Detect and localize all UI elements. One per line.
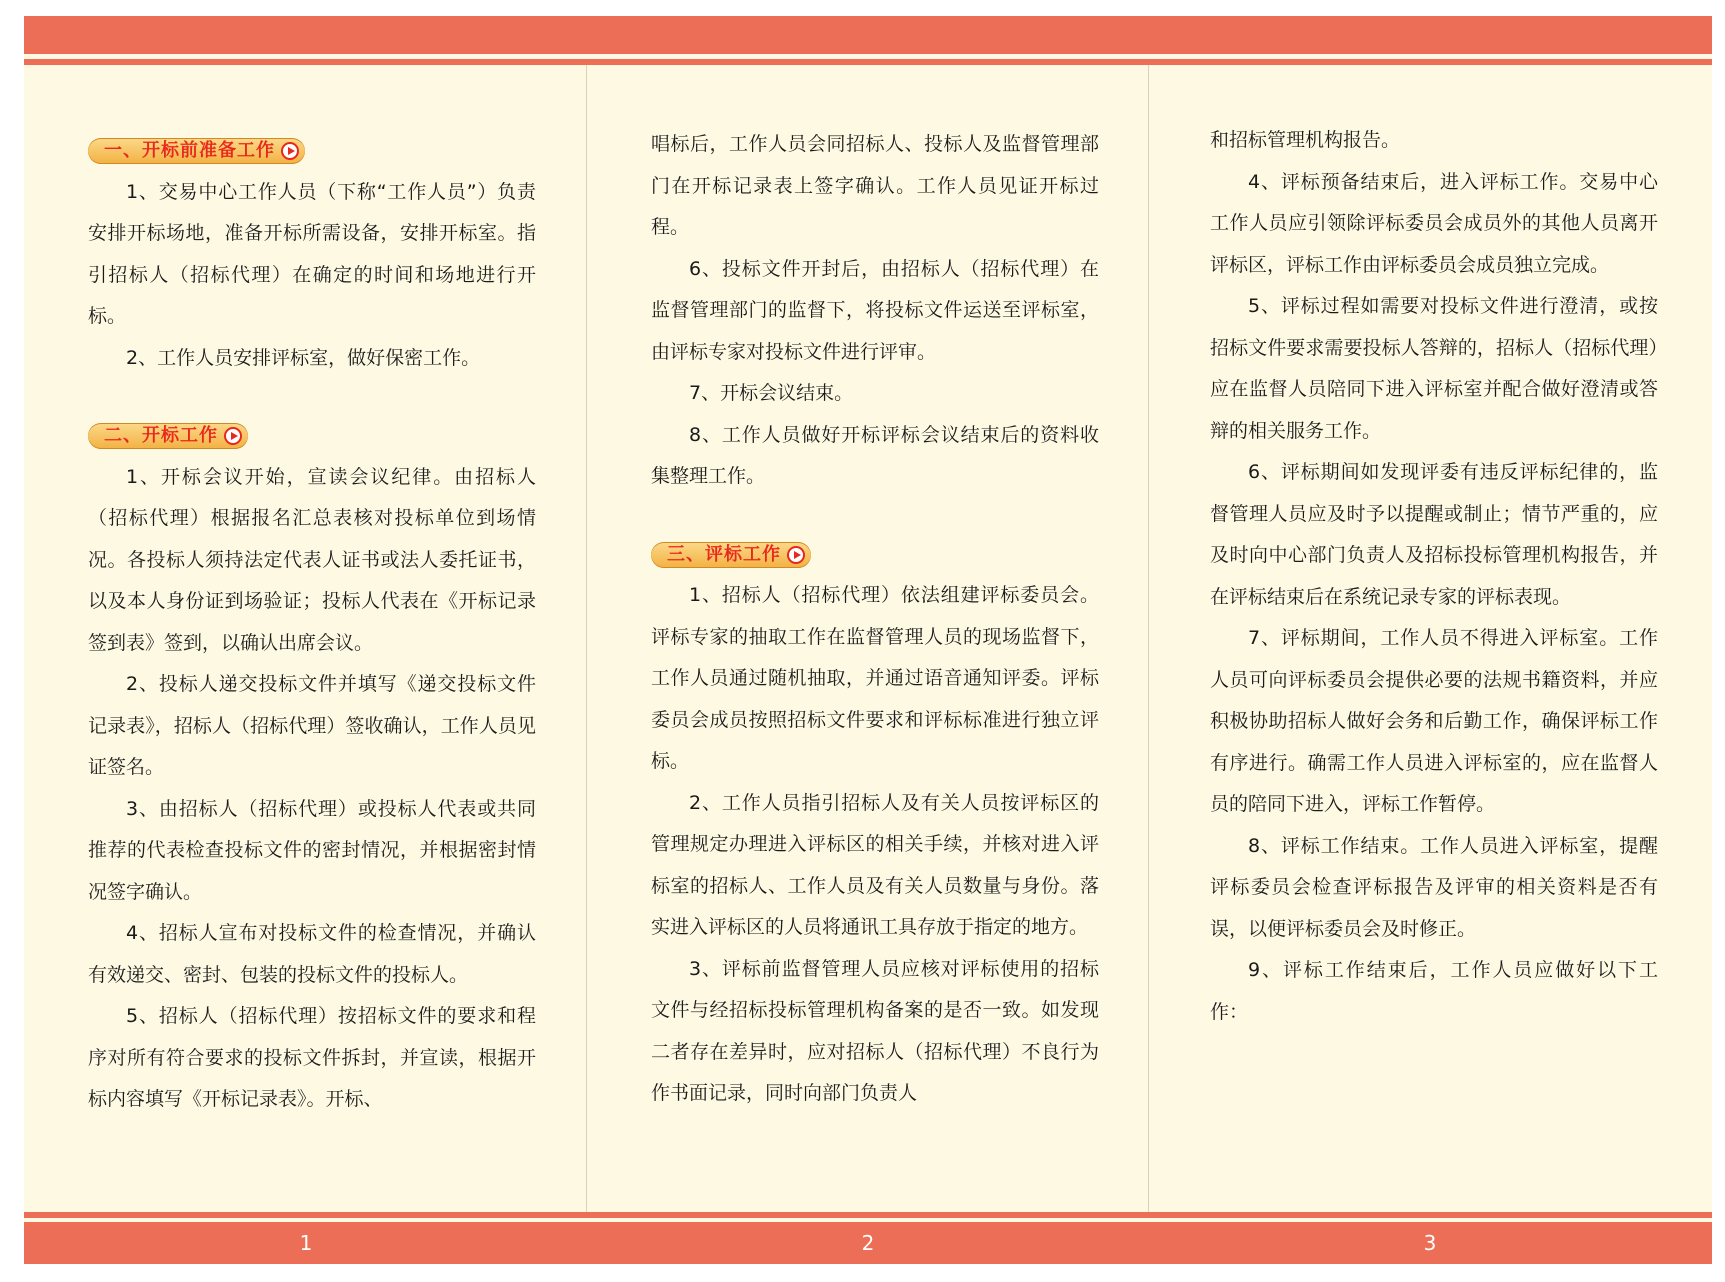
paragraph: 4、招标人宣布对投标文件的检查情况，并确认有效递交、密封、包装的投标文件的投标人。 xyxy=(88,922,536,986)
page-number-1: 1 xyxy=(299,1231,313,1255)
paragraph: 3、由招标人（招标代理）或投标人代表或共同推荐的代表检查投标文件的密封情况，并根据密封情况签字确认。 xyxy=(88,797,536,903)
section-heading-text: 三、评标工作 xyxy=(667,543,781,565)
paragraph: 8、评标工作结束。工作人员进入评标室，提醒评标委员会检查评标报告及评审的相关资料是否有误，以便评标委员会及时修正。 xyxy=(1210,834,1658,940)
paragraph: 3、评标前监督管理人员应核对评标使用的招标文件与经招标投标管理机构备案的是否一致。如发现二者存在差异时，应对招标人（招标代理）不良行为作书面记录，同时向部门负责人 xyxy=(651,957,1099,1104)
paragraph: 和招标管理机构报告。 xyxy=(1210,129,1401,151)
paragraph: 6、评标期间如发现评委有违反评标纪律的，监督管理人员应及时予以提醒或制止；情节严重的，应及时向中心部门负责人及招标投标管理机构报告，并在评标结束后在系统记录专家的评标表现。 xyxy=(1210,461,1658,608)
paragraph: 5、招标人（招标代理）按招标文件的要求和程序对所有符合要求的投标文件拆封，并宣读，根据开标内容填写《开标记录表》。开标、 xyxy=(88,1005,536,1110)
paragraph: 2、投标人递交投标文件并填写《递交投标文件记录表》，招标人（招标代理）签收确认，工作人员见证签名。 xyxy=(88,673,536,778)
page-number-3: 3 xyxy=(1423,1231,1437,1255)
brochure-sheet xyxy=(24,16,1712,1264)
paragraph: 4、评标预备结束后，进入评标工作。交易中心工作人员应引领除评标委员会成员外的其他人员离开评标区，评标工作由评标委员会成员独立完成。 xyxy=(1210,170,1658,276)
section-heading-text: 二、开标工作 xyxy=(104,425,218,446)
paragraph: 1、招标人（招标代理）依法组建评标委员会。评标专家的抽取工作在监督管理人员的现场监督下，工作人员通过随机抽取，并通过语音通知评委。评标委员会成员按照招标文件要求和评标标准进行独立评标。 xyxy=(651,584,1099,772)
page-number-2: 2 xyxy=(861,1231,875,1255)
paragraph: 唱标后，工作人员会同招标人、投标人及监督管理部门在开标记录表上签字确认。工作人员见证开标过程。 xyxy=(651,133,1099,238)
play-arrow-icon xyxy=(281,142,299,160)
paragraph: 7、开标会议结束。 xyxy=(689,382,854,404)
column-2 xyxy=(651,124,1099,1115)
bottom-band-line xyxy=(24,1212,1712,1218)
paragraph: 5、评标过程如需要对投标文件进行澄清，或按招标文件要求需要投标人答辩的，招标人（招标代理）应在监督人员陪同下进入评标室并配合做好澄清或答辩的相关服务工作。 xyxy=(1210,295,1658,442)
top-band xyxy=(24,16,1712,54)
paragraph: 1、交易中心工作人员（下称“工作人员”）负责安排开标场地，准备开标所需设备，安排开标室。指引招标人（招标代理）在确定的时间和场地进行开标。 xyxy=(88,180,536,327)
paragraph: 7、评标期间，工作人员不得进入评标室。工作人员可向评标委员会提供必要的法规书籍资料，并应积极协助招标人做好会务和后勤工作，确保评标工作有序进行。确需工作人员进入评标室的，应在监督人员的陪同下进入，评标工作暂停。 xyxy=(1210,627,1658,815)
paragraph: 9、评标工作结束后，工作人员应做好以下工作： xyxy=(1210,959,1658,1023)
play-arrow-icon xyxy=(787,546,805,564)
paragraph: 2、工作人员安排评标室，做好保密工作。 xyxy=(126,346,481,369)
paragraph: 2、工作人员指引招标人及有关人员按评标区的管理规定办理进入评标区的相关手续，并核对进入评标室的招标人、工作人员及有关人员数量与身份。落实进入评标区的人员将通讯工具存放于指定的地方。 xyxy=(651,791,1099,938)
paragraph: 6、投标文件开封后，由招标人（招标代理）在监督管理部门的监督下，将投标文件运送至评标室，由评标专家对投标文件进行评审。 xyxy=(651,257,1099,363)
section-heading-text: 一、开标前准备工作 xyxy=(104,140,275,161)
section-heading-3 xyxy=(651,542,811,568)
play-arrow-icon xyxy=(224,427,242,445)
fold-line-1 xyxy=(586,65,587,1212)
paragraph: 8、工作人员做好开标评标会议结束后的资料收集整理工作。 xyxy=(651,423,1099,487)
fold-line-2 xyxy=(1148,65,1149,1212)
section-heading-2 xyxy=(88,423,248,449)
section-heading-1 xyxy=(88,138,305,164)
top-band-line xyxy=(24,59,1712,65)
paragraph: 1、开标会议开始，宣读会议纪律。由招标人（招标代理）根据报名汇总表核对投标单位到场情况。各投标人须持法定代表人证书或法人委托证书，以及本人身份证到场验证；投标人代表在《开标记录签到表》签到，以确认出席会议。 xyxy=(88,465,536,654)
column-1 xyxy=(88,128,536,1121)
column-3 xyxy=(1210,120,1658,1033)
